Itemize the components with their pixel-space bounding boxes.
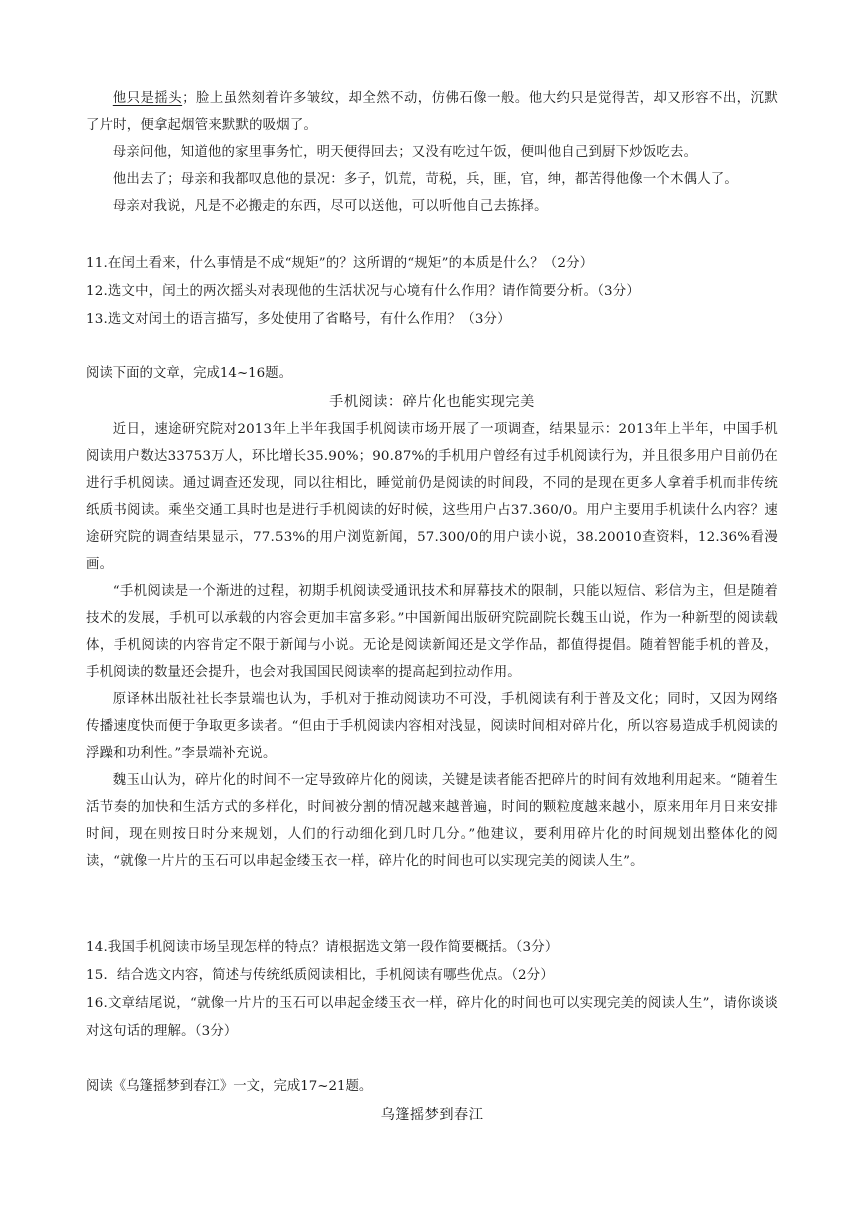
question-14: 14.我国手机阅读市场呈现怎样的特点？请根据选文第一段作简要概括。（3分） <box>86 940 559 955</box>
passage-2 <box>86 360 778 875</box>
passage-2-paragraph-1: 近日，速途研究院对2013年上半年我国手机阅读市场开展了一项调查，结果显示：2013年上半年，中国手机阅读用户数达33753万人，环比增长35.90%；90.87%的手机用户曾经有过手机阅读行为，并且很多用户目前仍在进行手机阅读。通过调查还发现，同以往相比，睡觉前仍是阅读的时间段，不同的是现在更多人拿着手机而非传统纸质书阅读。乘坐交通工具时也是进行手机阅读的好时候，这些用户占37.360/0。用户主要用手机读什么内容？速途研究院的调查结果显示，77.53%的用户浏览新闻，57.300/0的用户读小说，38.20010查资料，12.36%看漫画。 <box>86 422 778 572</box>
passage-3-lead: 阅读《乌篷摇梦到春江》一文，完成17~21题。 <box>86 1079 373 1094</box>
question-12: 12.选文中，闰土的两次摇头对表现他的生活状况与心境有什么作用？请作简要分析。（3分） <box>86 284 640 299</box>
passage-1-paragraph-1: 他只是摇头；脸上虽然刻着许多皱纹，却全然不动，仿佛石像一般。他大约只是觉得苦，却又形容不出，沉默了片时，便拿起烟管来默默的吸烟了。 <box>86 91 778 133</box>
underlined-phrase: 他只是摇头 <box>112 91 183 106</box>
passage-2-paragraph-3: 原译林出版社社长李景端也认为，手机对于推动阅读功不可没，手机阅读有利于普及文化；同时，又因为网络传播速度快而便于争取更多读者。“但由于手机阅读内容相对浅显，阅读时间相对碎片化，所以容易造成手机阅读的浮躁和功利性。”李景端补充说。 <box>86 692 778 761</box>
passage-1-paragraph-3: 他出去了；母亲和我都叹息他的景况：多子，饥荒，苛税，兵，匪，官，绅，都苦得他像一个木偶人了。 <box>112 172 738 187</box>
question-13: 13.选文对闰土的语言描写，多处使用了省略号，有什么作用？（3分） <box>86 312 511 327</box>
questions-11-13 <box>86 250 778 334</box>
passage-1-paragraph-4: 母亲对我说，凡是不必搬走的东西，尽可以送他，可以听他自己去拣择。 <box>112 199 548 214</box>
questions-14-16 <box>86 934 778 1046</box>
question-15: 15．结合选文内容，简述与传统纸质阅读相比，手机阅读有哪些优点。（2分） <box>86 968 554 983</box>
passage-3-title: 乌篷摇梦到春江 <box>380 1107 484 1123</box>
question-11: 11.在闰土看来，什么事情是不成“规矩”的？这所谓的“规矩”的本质是什么？（2分） <box>86 256 594 271</box>
passage-3 <box>86 1073 778 1129</box>
question-16: 16.文章结尾说，“就像一片片的玉石可以串起金缕玉衣一样，碎片化的时间也可以实现完美的阅读人生”，请你谈谈对这句话的理解。（3分） <box>86 996 778 1039</box>
passage-1-paragraph-2: 母亲问他，知道他的家里事务忙，明天便得回去；又没有吃过午饭，便叫他自己到厨下炒饭吃去。 <box>112 145 698 160</box>
passage-2-lead: 阅读下面的文章，完成14~16题。 <box>86 366 292 381</box>
passage-2-title: 手机阅读：碎片化也能实现完美 <box>329 394 535 410</box>
passage-2-paragraph-4: 魏玉山认为，碎片化的时间不一定导致碎片化的阅读，关键是读者能否把碎片的时间有效地利用起来。“随着生活节奏的加快和生活方式的多样化，时间被分割的情况越来越普遍，时间的颗粒度越来越小，原来用年月日来安排时间，现在则按日时分来规划，人们的行动细化到几时几分。”他建议，要利用碎片化的时间规划出整体化的阅读，“就像一片片的玉石可以串起金缕玉衣一样，碎片化的时间也可以实现完美的阅读人生”。 <box>86 773 778 869</box>
passage-2-paragraph-2: “手机阅读是一个渐进的过程，初期手机阅读受通讯技术和屏幕技术的限制，只能以短信、彩信为主，但是随着技术的发展，手机可以承载的内容会更加丰富多彩。”中国新闻出版研究院副院长魏玉山说，作为一种新型的阅读载体，手机阅读的内容肯定不限于新闻与小说。无论是阅读新闻还是文学作品，都值得提倡。随着智能手机的普及，手机阅读的数量还会提升，也会对我国国民阅读率的提高起到拉动作用。 <box>86 584 778 680</box>
passage-1 <box>86 85 778 220</box>
